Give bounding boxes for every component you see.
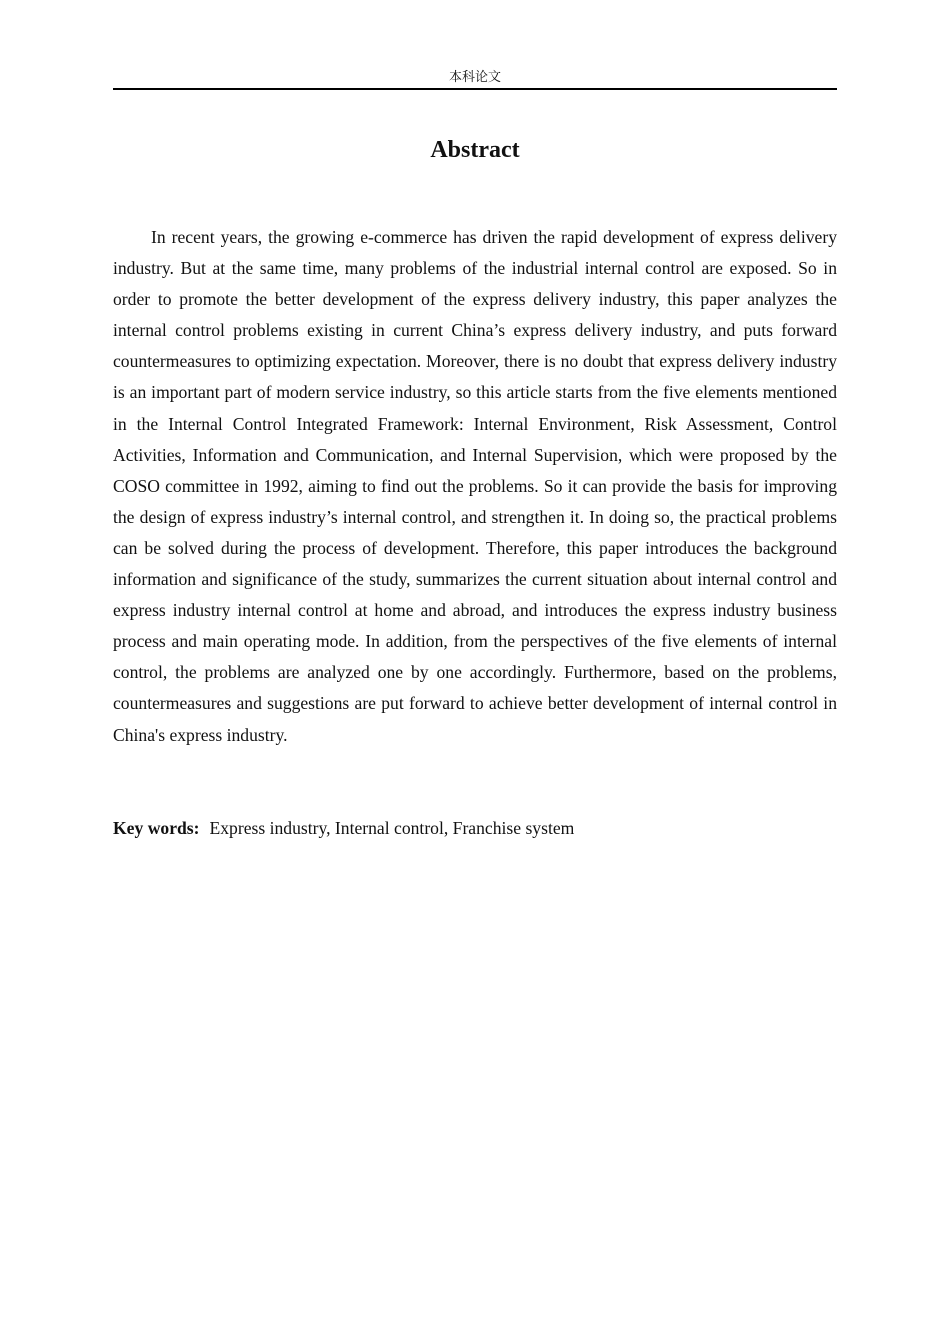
running-header	[113, 68, 837, 90]
keywords-value: Express industry, Internal control, Franchise system	[209, 818, 575, 838]
keywords-line	[113, 813, 837, 844]
abstract-paragraph: In recent years, the growing e-commerce has driven the rapid development of express delivery industry. But at the same time, many problems of the industrial internal control are exposed. So in order to promote the better development of the express delivery industry, this paper analyzes the internal control problems existing in current China’s express delivery industry, and puts forward countermeasures to optimizing expectation. Moreover, there is no doubt that express delivery industry is an important part of modern service industry, so this article starts from the five elements mentioned in the Internal Control Integrated Framework: Internal Environment, Risk Assessment, Control Activities, Information and Communication, and Internal Supervision, which were proposed by the COSO committee in 1992, aiming to find out the problems. So it can provide the basis for improving the design of express industry’s internal control, and strengthen it. In doing so, the practical problems can be solved during the process of development. Therefore, this paper introduces the background information and significance of the study, summarizes the current situation about internal control and express industry internal control at home and abroad, and introduces the express industry business process and main operating mode. In addition, from the perspectives of the five elements of internal control, the problems are analyzed one by one accordingly. Furthermore, based on the problems, countermeasures and suggestions are put forward to achieve better development of internal control in China's express industry.	[113, 227, 837, 745]
keywords-label: Key words:	[113, 818, 200, 838]
abstract-title: Abstract	[430, 137, 520, 163]
running-header-text: 本科论文	[448, 70, 501, 85]
